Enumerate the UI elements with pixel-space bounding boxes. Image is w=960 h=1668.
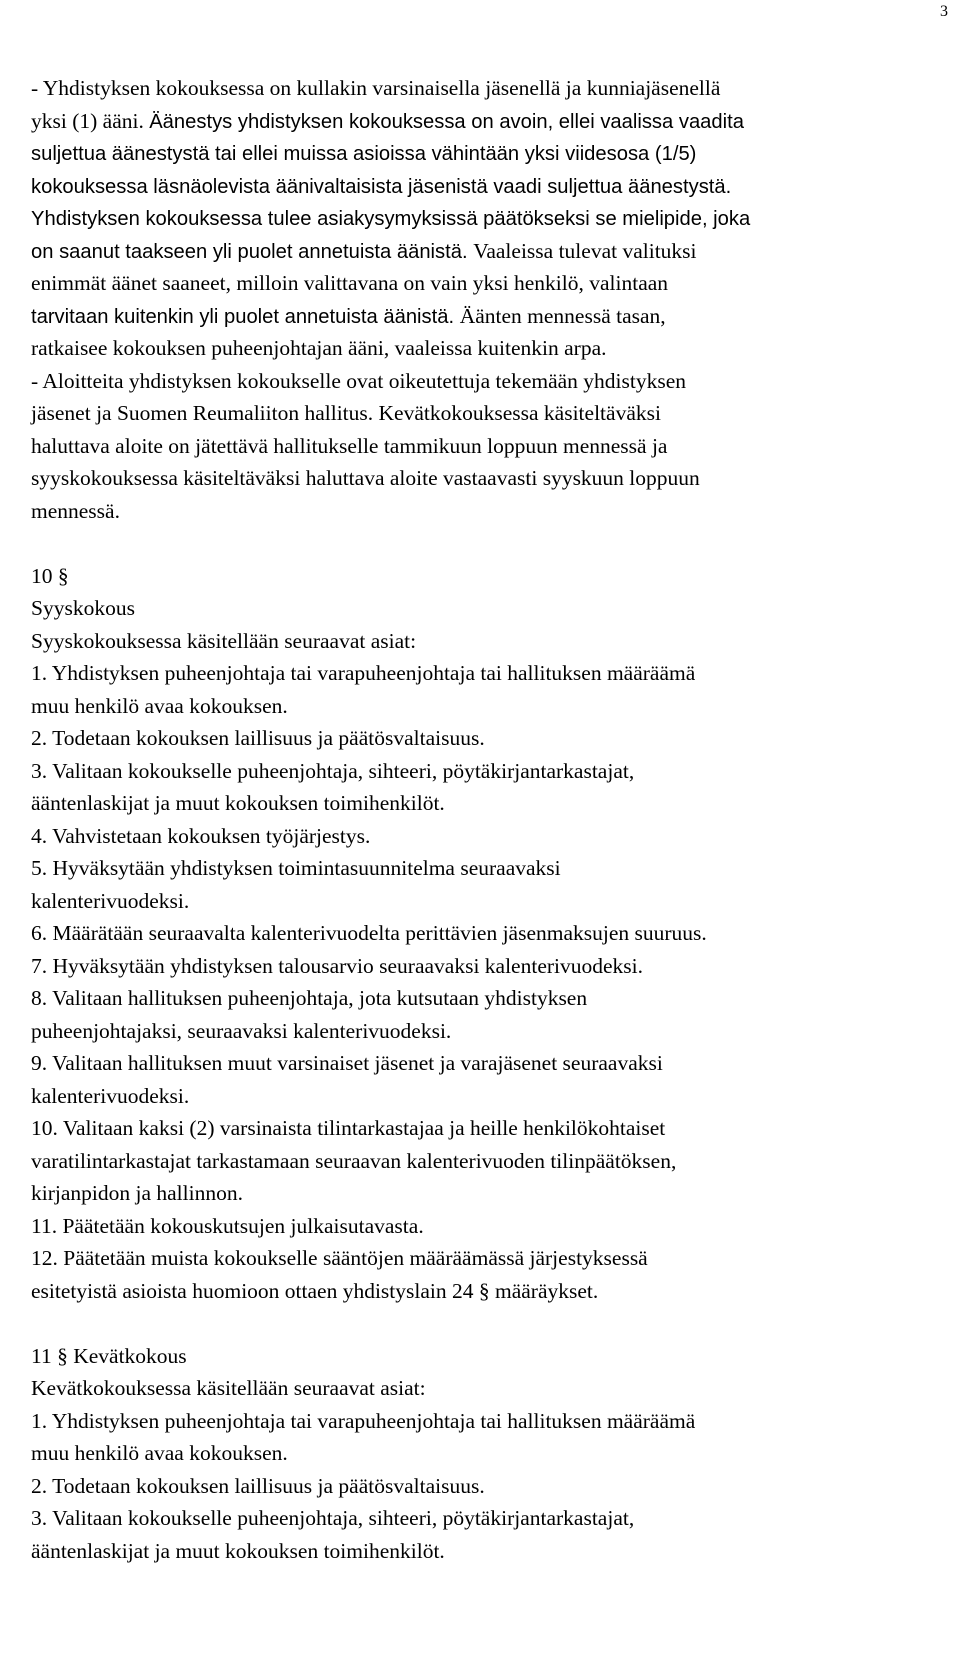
agenda-line: 2. Todetaan kokouksen laillisuus ja päätösvaltaisuus. [31,1473,485,1498]
text-run: yksi (1) ääni. [31,108,150,133]
page-number: 3 [940,3,948,20]
agenda-line: 10. Valitaan kaksi (2) varsinaista tilintarkastajaa ja heille henkilökohtaiset [31,1116,666,1140]
text-line [31,495,936,528]
agenda-line: 5. Hyväksytään yhdistyksen toimintasuunnitelma seuraavaksi [31,856,561,880]
text-line [31,137,936,170]
text-run: jäsenet ja Suomen Reumaliiton hallitus. [31,401,379,425]
text-line [31,105,936,138]
section-9-continuation [31,72,936,527]
section-11 [31,1340,936,1568]
text-line [31,397,936,430]
agenda-line: kalenterivuodeksi. [31,1083,190,1108]
agenda-line: ääntenlaskijat ja muut kokouksen toimihenkilöt. [31,1538,445,1563]
text-run: enimmät äänet saaneet, milloin valittavana on vain yksi henkilö, valintaan [31,271,669,295]
text-run: tarvitaan kuitenkin yli puolet annetuista äänistä. [31,305,460,328]
text-run: on saanut taakseen yli puolet annetuista äänistä. [31,240,474,263]
text-line [31,365,936,398]
agenda-line: esitetyistä asioista huomioon ottaen yhdistyslain 24 § määräykset. [31,1278,599,1303]
agenda-line: 3. Valitaan kokoukselle puheenjohtaja, sihteeri, pöytäkirjantarkastajat, [31,1506,635,1530]
section-11-intro: Kevätkokouksessa käsitellään seuraavat asiat: [31,1376,426,1400]
agenda-line: 11. Päätetään kokouskutsujen julkaisutavasta. [31,1213,424,1238]
agenda-line: 12. Päätetään muista kokoukselle sääntöjen määräämässä järjestyksessä [31,1246,648,1270]
text-run: Vaaleissa tulevat valituksi [473,238,697,263]
text-run: - Yhdistyksen kokouksessa on kullakin varsinaisella jäsenellä ja kunniajäsenellä [31,76,721,100]
agenda-line: kirjanpidon ja hallinnon. [31,1181,243,1205]
section-11-heading: 11 § Kevätkokous [31,1343,187,1368]
text-line [31,300,936,333]
agenda-line: 9. Valitaan hallituksen muut varsinaiset jäsenet ja varajäsenet seuraavaksi [31,1051,663,1075]
section-10-title: Syyskokous [31,596,135,620]
text-run: ratkaisee kokouksen puheenjohtajan ääni, vaaleissa kuitenkin arpa. [31,336,607,360]
text-line [31,202,936,235]
agenda-line: 1. Yhdistyksen puheenjohtaja tai varapuheenjohtaja tai hallituksen määräämä [31,661,696,685]
agenda-line: muu henkilö avaa kokouksen. [31,1441,288,1465]
text-run: haluttava aloite on jätettävä hallitukselle tammikuun loppuun mennessä ja [31,433,668,458]
section-10-agenda [31,657,936,1307]
agenda-line: 6. Määrätään seuraavalta kalenterivuodelta perittävien jäsenmaksujen suuruus. [31,921,707,945]
agenda-line: ääntenlaskijat ja muut kokouksen toimihenkilöt. [31,791,445,815]
section-10 [31,560,936,1308]
text-run: Yhdistyksen kokouksessa tulee asiakysymyksissä päätökseksi se mielipide, joka [31,208,751,230]
agenda-line: muu henkilö avaa kokouksen. [31,693,288,718]
text-line [31,430,936,463]
agenda-line: 4. Vahvistetaan kokouksen työjärjestys. [31,823,371,848]
agenda-line: varatilintarkastajat tarkastamaan seuraavan kalenterivuoden tilinpäätöksen, [31,1148,677,1173]
paragraph-gap [31,527,936,560]
agenda-line: puheenjohtajaksi, seuraavaksi kalenterivuodeksi. [31,1018,452,1043]
text-run: Äänestys yhdistyksen kokouksessa on avoin, ellei vaalissa vaadita [149,110,744,133]
agenda-line: kalenterivuodeksi. [31,888,190,913]
text-run: Kevätkokouksessa käsiteltäväksi [378,401,661,425]
paragraph-gap [31,1307,936,1340]
text-run: - Aloitteita yhdistyksen kokoukselle ovat oikeutettuja tekemään yhdistyksen [31,368,687,393]
text-line [31,235,936,268]
section-10-number: 10 § [31,563,69,588]
text-line [31,332,936,365]
agenda-line: 7. Hyväksytään yhdistyksen talousarvio seuraavaksi kalenterivuodeksi. [31,953,644,978]
section-10-intro: Syyskokouksessa käsitellään seuraavat asiat: [31,628,417,653]
text-run: syyskokouksessa käsiteltäväksi haluttava aloite vastaavasti syyskuun loppuun [31,466,700,490]
text-line [31,462,936,495]
document-body [31,72,936,1567]
text-line [31,170,936,203]
text-line [31,72,936,105]
section-11-agenda [31,1405,936,1568]
agenda-line: 1. Yhdistyksen puheenjohtaja tai varapuheenjohtaja tai hallituksen määräämä [31,1408,696,1433]
agenda-line: 8. Valitaan hallituksen puheenjohtaja, jota kutsutaan yhdistyksen [31,986,588,1010]
text-run: mennessä. [31,498,120,523]
agenda-line: 3. Valitaan kokoukselle puheenjohtaja, sihteeri, pöytäkirjantarkastajat, [31,758,635,783]
text-line [31,267,936,300]
agenda-line: 2. Todetaan kokouksen laillisuus ja päätösvaltaisuus. [31,726,485,750]
text-run: suljettua äänestystä tai ellei muissa asioissa vähintään yksi viidesosa (1/5) [31,143,697,165]
text-run: kokouksessa läsnäolevista äänivaltaisista jäsenistä vaadi suljettua äänestystä. [31,175,732,198]
text-run: Äänten mennessä tasan, [459,303,666,328]
